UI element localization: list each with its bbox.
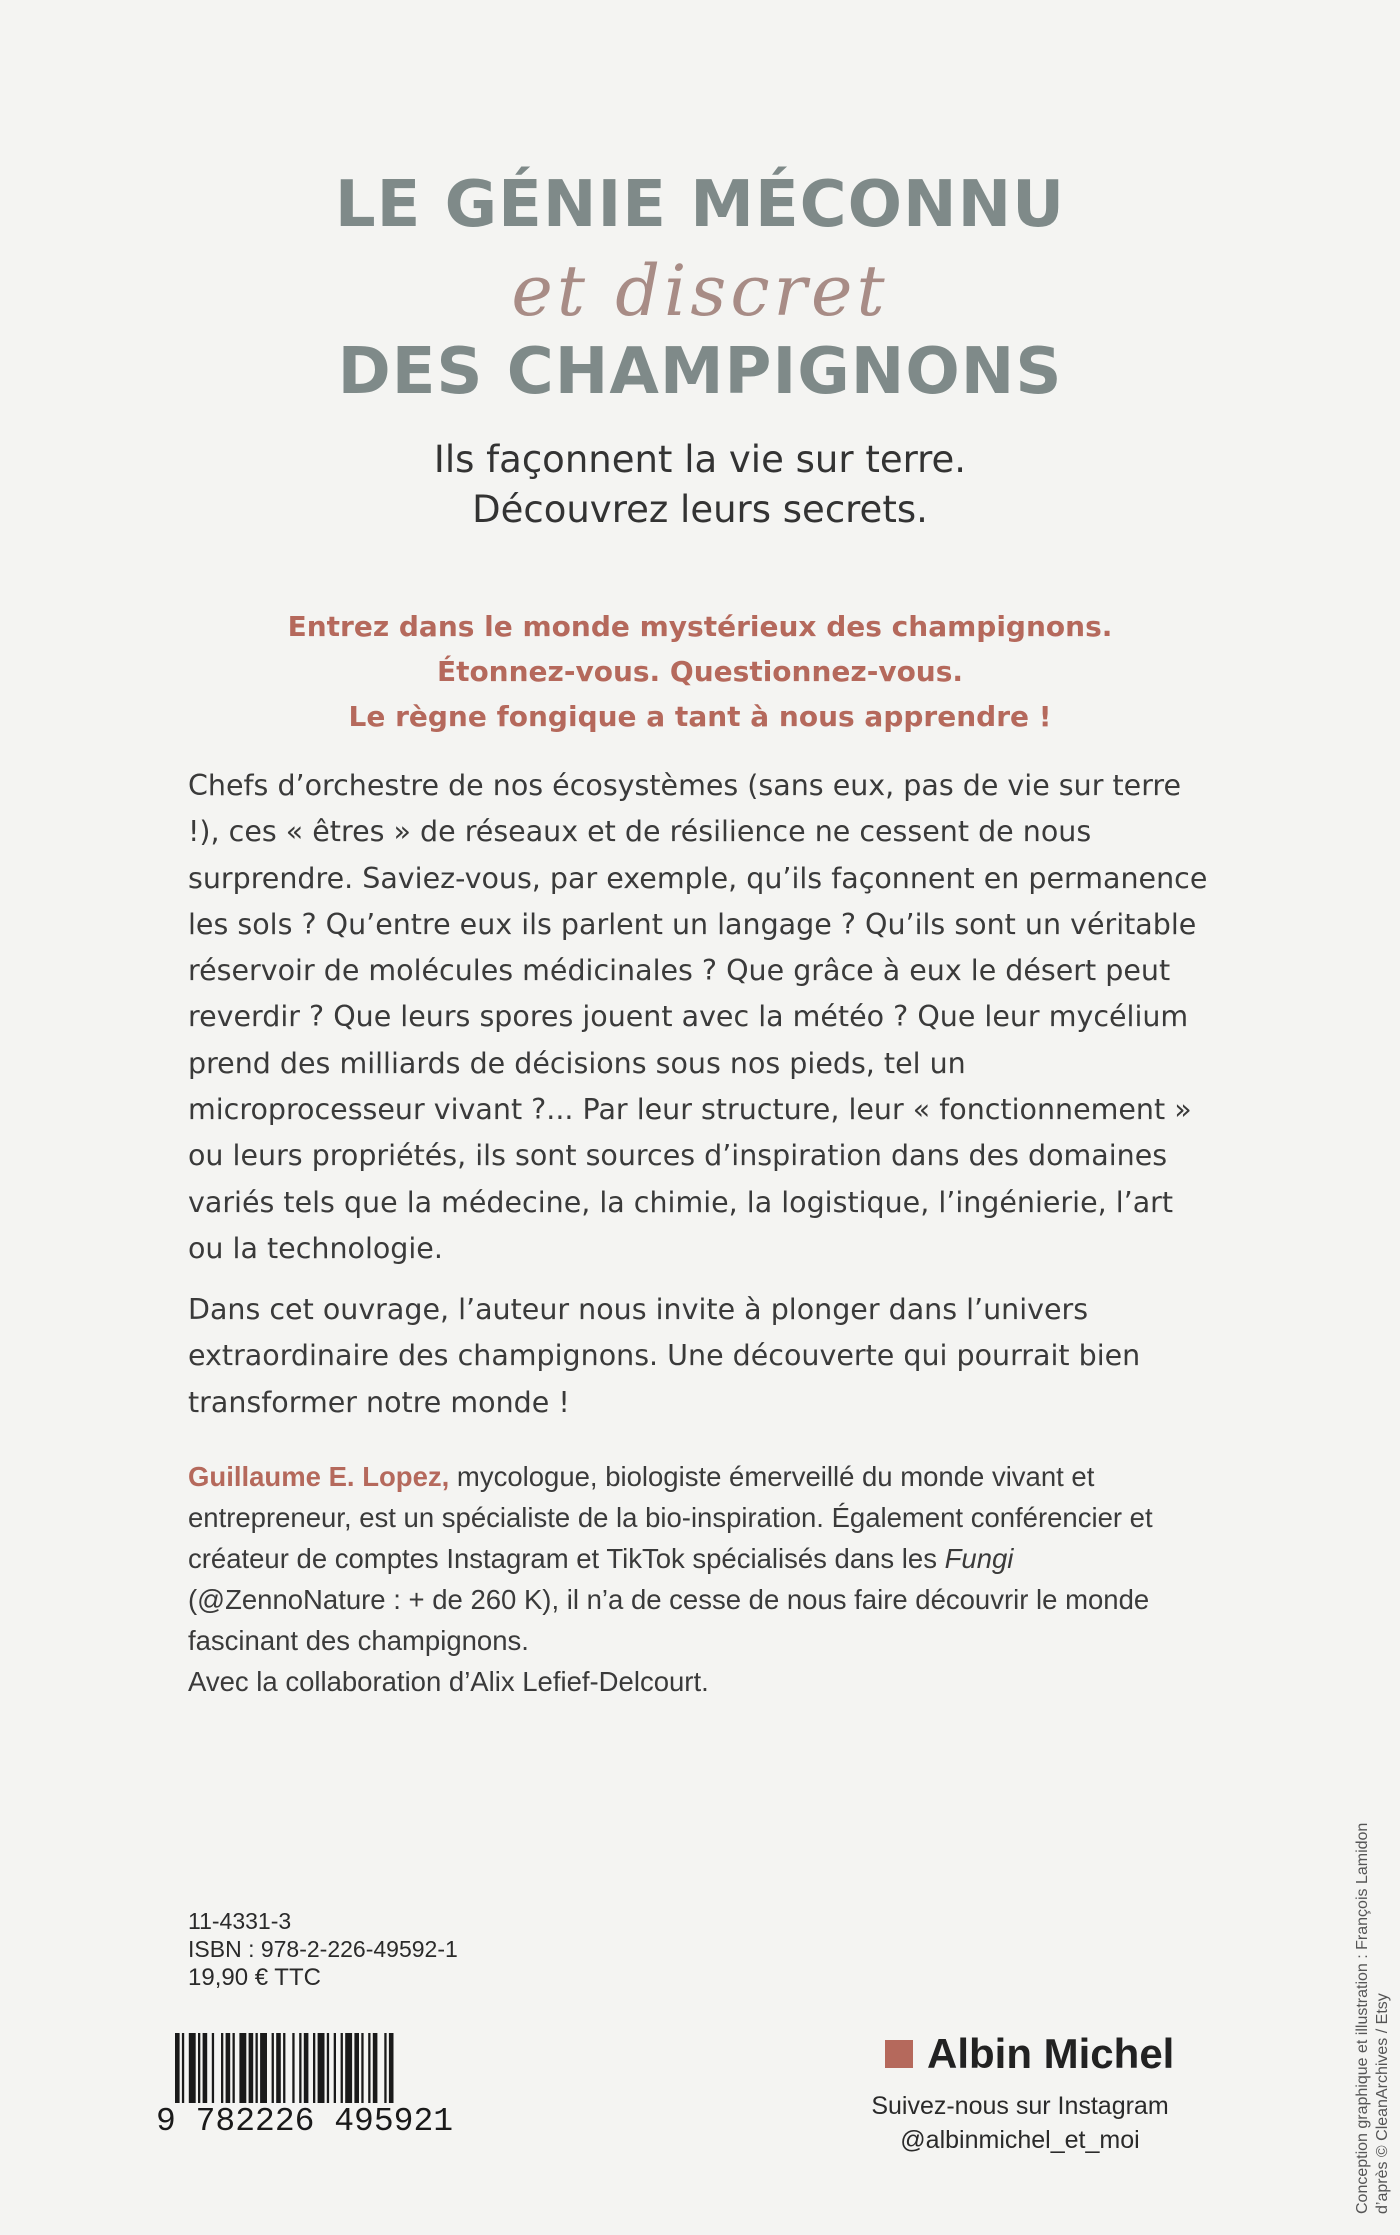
- barcode-digits: 9 782226 495921: [156, 2103, 454, 2140]
- author-bio-fungi: Fungi: [944, 1543, 1014, 1574]
- title-line-1: LE GÉNIE MÉCONNU: [334, 168, 1066, 242]
- price: 19,90 € TTC: [188, 1964, 321, 1991]
- description-paragraph-1: Chefs d’orchestre de nos écosystèmes (sans eux, pas de vie sur terre !), ces « êtres » de réseaux et de résilience ne cessent de nous surprendre. Saviez-vous, par exemple, qu’ils façonnent en permanence les sols ? Qu’entre eux ils parlent un langage ? Qu’ils sont un véritable réservoir de molécules médicinales ? Que grâce à eux le désert peut reverdir ? Que leurs spores jouent avec la météo ? Que leur mycélium prend des milliards de décisions sous nos pieds, tel un microprocesseur vivant ?... Par leur structure, leur « fonctionnement » ou leurs propriétés, ils sont sources d’inspiration dans des domaines variés tels que la médecine, la chimie, la logistique, l’ingénierie, l’art ou la technologie.: [188, 769, 1208, 1265]
- description-paragraph-2: Dans cet ouvrage, l’auteur nous invite à plonger dans l’univers extraordinaire des champignons. Une découverte qui pourrait bien transformer notre monde !: [188, 1293, 1141, 1419]
- accent-line-1: Entrez dans le monde mystérieux des champignons.: [287, 610, 1113, 643]
- publisher-name: Albin Michel: [927, 2029, 1175, 2077]
- publisher-square-icon: [885, 2040, 913, 2068]
- social-handle: @albinmichel_et_moi: [900, 2126, 1140, 2154]
- title-line-2-script: et discret: [511, 250, 889, 332]
- title-line-3: DES CHAMPIGNONS: [337, 335, 1063, 409]
- accent-line-3: Le règne fongique a tant à nous apprendre !: [348, 700, 1052, 733]
- publisher-logo: [885, 2026, 1174, 2081]
- reference-number: 11-4331-3: [188, 1908, 292, 1934]
- author-bio: [188, 1456, 1213, 1702]
- author-collaboration: Avec la collaboration d’Alix Lefief-Delcourt.: [188, 1666, 709, 1697]
- author-bio-part-1: mycologue, biologiste émerveillé du monde vivant et entrepreneur, est un spécialiste de la bio-inspiration. Également conférencier et créateur de comptes Instagram et TikTok spécialisés dans les: [188, 1461, 1153, 1574]
- social-invite: Suivez-nous sur Instagram: [871, 2092, 1169, 2120]
- tagline-line-2: Découvrez leurs secrets.: [472, 488, 928, 531]
- design-credit-line-1: Conception graphique et illustration : François Lamidon: [1354, 1822, 1371, 2214]
- design-credit: [1353, 1823, 1393, 2214]
- isbn: ISBN : 978-2-226-49592-1: [188, 1936, 458, 1962]
- tagline-line-1: Ils façonnent la vie sur terre.: [433, 438, 967, 481]
- author-bio-part-2: (@ZennoNature : + de 260 K), il n’a de cesse de nous faire découvrir le monde fascinant des champignons.: [188, 1584, 1150, 1656]
- accent-line-2: Étonnez-vous. Questionnez-vous.: [436, 655, 964, 688]
- design-credit-line-2: d’après © CleanArchives / Etsy: [1374, 1993, 1391, 2214]
- author-name: Guillaume E. Lopez,: [188, 1461, 450, 1492]
